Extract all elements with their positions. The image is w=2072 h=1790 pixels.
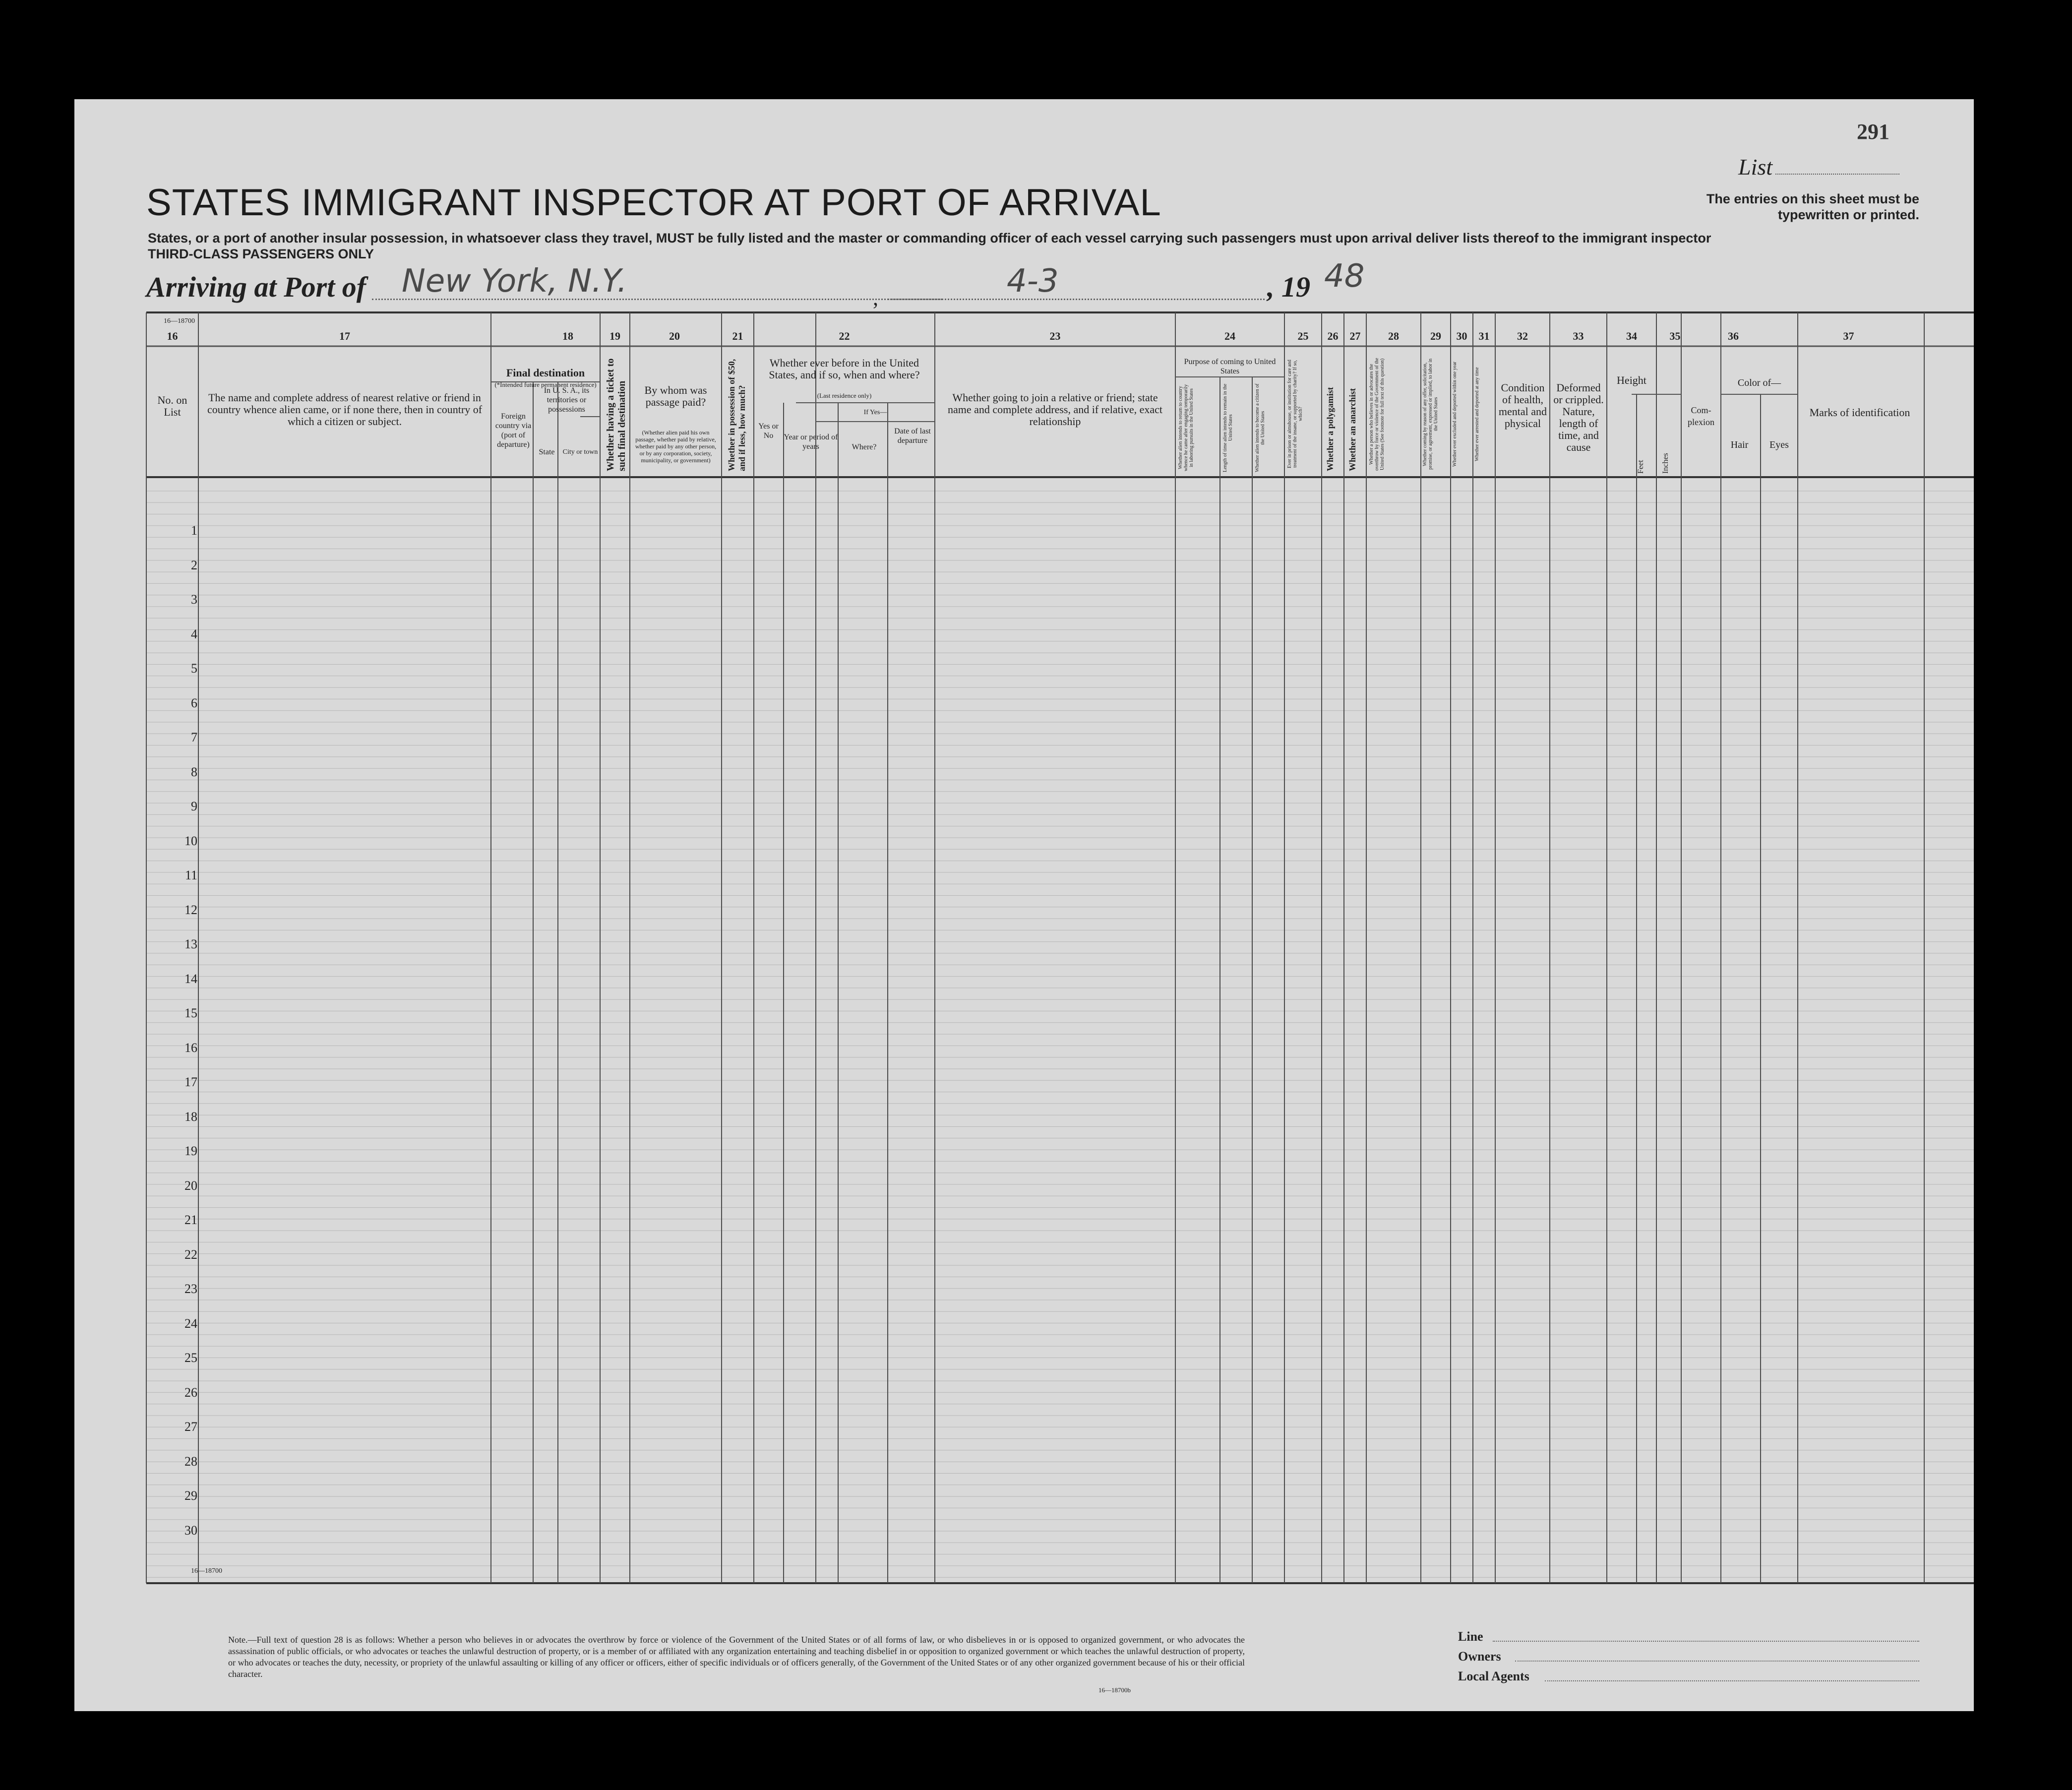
header-purpose-a: Whether alien intends to return to country whence he came after engaging temporarily in laboring pursuits in the United States	[1178, 384, 1194, 472]
header-polygamist: Whether a polygamist	[1325, 387, 1335, 471]
row-number: 4	[191, 626, 197, 641]
header-ever-before: Whether ever before in the United States, and if so, when and where?	[769, 357, 920, 381]
header-state: State	[539, 448, 555, 456]
entries-instruction: The entries on this sheet must be typewritten or printed.	[1706, 191, 1919, 222]
header-purpose-c: Whether alien intends to become a citizen of the United States	[1255, 383, 1266, 472]
row-number: 2	[191, 557, 197, 572]
header-anarchist: Whether an anarchist	[1347, 388, 1357, 471]
row-number: 25	[184, 1351, 197, 1365]
row-number: 21	[184, 1213, 197, 1227]
header-q29: Whether coming by reason of any offer, solicitation, promise, or agreement, expressed or implied, to labor in the United States	[1422, 358, 1439, 470]
form-code-bottom: 16—18700	[191, 1567, 222, 1575]
form-code-top: 16—18700	[164, 317, 195, 325]
row-number: 30	[184, 1523, 197, 1538]
header-passage-paid-note: (Whether alien paid his own passage, whether paid by relative, whether paid by any other person, or by any corporation, society, municipality, or government)	[635, 429, 717, 464]
col-27: 27	[1349, 330, 1361, 342]
footer-line-label: Line	[1458, 1629, 1483, 1644]
date-handwriting: 4-3	[1007, 263, 1059, 300]
page-number: 291	[1857, 120, 1889, 144]
header-no-on-list: No. on List	[157, 394, 187, 418]
row-number: 17	[184, 1075, 197, 1089]
row-number: 29	[184, 1488, 197, 1503]
col-32: 32	[1517, 330, 1528, 342]
col-22: 22	[839, 330, 850, 342]
row-number: 3	[191, 592, 197, 607]
header-where: Where?	[852, 443, 877, 451]
header-foreign-country: Foreign country via (port of departure)	[495, 412, 532, 449]
col-33: 33	[1573, 330, 1584, 342]
row-number: 15	[184, 1006, 197, 1020]
row-number: 10	[184, 833, 197, 848]
header-q30: Whether ever excluded and deported within one year	[1452, 362, 1458, 467]
header-last-residence: (Last residence only)	[817, 392, 872, 399]
col-18: 18	[562, 330, 573, 342]
row-number: 11	[184, 868, 197, 882]
header-height: Height	[1617, 374, 1646, 386]
header-marks: Marks of identification	[1809, 406, 1910, 419]
col-24: 24	[1224, 330, 1235, 342]
row-number: 27	[184, 1420, 197, 1434]
row-number: 8	[191, 764, 197, 779]
footnote-q28: Note.—Full text of question 28 is as follows: Whether a person who believes in or advocates the overthrow by force or violence of the Government of the United States or of all forms of law, or who disbelieves in or is opposed to organized government, or who advocates the assassination of public officials, or who advocates or teaches the unlawful destruction of property, or is a member of or affiliated with any organization entertaining and teaching disbelief in or opposition to organized government or which teaches the unlawful destruction of property, or who advocates or teaches the duty, necessity, or propriety of the unlawful assaulting or killing of any officer or officers, either of specific individuals or of officers generally, of the Government of the United States or of any other organized government because of his or their official character.	[228, 1635, 1245, 1679]
row-number: 1	[191, 523, 197, 538]
header-purpose-b: Length of time alien intends to remain in the United States	[1222, 383, 1233, 472]
arriving-label: Arriving at Port of	[146, 271, 366, 303]
col-26: 26	[1327, 330, 1339, 342]
header-hair: Hair	[1730, 439, 1749, 450]
col-23: 23	[1049, 330, 1061, 342]
header-feet: Feet	[1637, 460, 1645, 474]
year-handwriting: 48	[1324, 258, 1365, 295]
col-36: 36	[1728, 330, 1739, 342]
col-20: 20	[669, 330, 680, 342]
year-prefix: , 19	[1267, 271, 1310, 303]
col-21: 21	[732, 330, 743, 342]
header-relative-address: The name and complete address of nearest relative or friend in country whence alien came, or if none there, then in country of which a citizen or subject.	[207, 391, 483, 428]
header-joining-relative: Whether going to join a relative or friend; state name and complete address, and if relative, exact relationship	[947, 391, 1163, 428]
row-number: 12	[184, 902, 197, 917]
header-final-destination-note: (*Intended future permanent residence)	[494, 381, 597, 388]
row-number: 13	[184, 937, 197, 951]
row-number: 23	[184, 1282, 197, 1296]
header-if-yes: If Yes—	[863, 409, 887, 416]
header-date-last-departure: Date of last departure	[894, 427, 931, 445]
header-yes-or-no: Yes or No	[758, 422, 779, 440]
header-color-of: Color of—	[1737, 377, 1781, 388]
page-title: STATES IMMIGRANT INSPECTOR AT PORT OF ARRIVAL	[146, 182, 1161, 224]
note-code: 16—18700b	[1098, 1686, 1131, 1694]
header-possession-50: Whether in possession of $50, and if less, how much?	[727, 359, 747, 471]
header-q31: Whether ever arrested and deported at any time	[1474, 367, 1480, 461]
subtitle-line: States, or a port of another insular possession, in whatsoever class they travel, MUST be fully listed and the master or commanding officer of each vessel carrying such passengers must upon arrival deliver lists thereof to the immigrant inspector	[148, 231, 1711, 246]
row-number: 9	[191, 799, 197, 813]
header-inches: Inches	[1661, 453, 1670, 474]
header-q28: Whether a person who believes in or advocates the overthrow by force or violence of the Government of the United States (See footnote for full text of this question)	[1369, 358, 1385, 471]
footer-local-agents-label: Local Agents	[1458, 1669, 1529, 1683]
row-number: 5	[191, 661, 197, 676]
col-29: 29	[1430, 330, 1441, 342]
row-number: 16	[184, 1040, 197, 1055]
row-number: 20	[184, 1178, 197, 1193]
row-number: 7	[191, 730, 197, 744]
header-deformed: Deformed or crippled. Nature, length of time, and cause	[1553, 381, 1604, 453]
row-number: 24	[184, 1316, 197, 1331]
header-purpose: Purpose of coming to United States	[1184, 358, 1276, 375]
footer-owners-label: Owners	[1458, 1649, 1501, 1664]
subtitle-class: THIRD-CLASS PASSENGERS ONLY	[148, 247, 374, 261]
row-number: 18	[184, 1109, 197, 1124]
col-28: 28	[1388, 330, 1399, 342]
header-ticket: Whether having a ticket to such final destination	[605, 358, 627, 471]
header-complexion: Com- plexion	[1688, 405, 1714, 427]
footer-local-agents-field[interactable]	[1545, 1680, 1919, 1681]
comma-separator: ,	[873, 286, 878, 310]
row-number: 14	[184, 971, 197, 986]
col-30: 30	[1456, 330, 1467, 342]
header-in-usa: In U. S. A., its territories or possessions	[544, 386, 590, 414]
footer-owners-field[interactable]	[1515, 1661, 1919, 1662]
header-final-destination: Final destination	[506, 367, 585, 379]
row-number: 22	[184, 1247, 197, 1262]
header-year-period: Year or period of years	[784, 433, 838, 451]
header-condition: Condition of health, mental and physical	[1498, 381, 1547, 430]
col-37: 37	[1843, 330, 1854, 342]
header-passage-paid: By whom was passage paid?	[644, 384, 707, 408]
col-35: 35	[1669, 330, 1681, 342]
header-eyes: Eyes	[1769, 439, 1789, 450]
col-31: 31	[1478, 330, 1490, 342]
port-handwriting: New York, N.Y.	[402, 263, 627, 300]
manifest-sheet	[74, 99, 1974, 1711]
col-25: 25	[1297, 330, 1309, 342]
header-prison: Ever in prison or almshouse, or institution for care and treatment of the insane, or supported by charity? If so, which?	[1287, 360, 1303, 469]
col-34: 34	[1626, 330, 1637, 342]
header-city: City or town	[562, 448, 598, 456]
row-number: 6	[191, 695, 197, 710]
footer-line-field[interactable]	[1493, 1641, 1919, 1642]
row-number: 28	[184, 1454, 197, 1469]
row-number: 19	[184, 1144, 197, 1158]
col-17: 17	[339, 330, 350, 342]
col-16: 16	[167, 330, 178, 342]
row-number: 26	[184, 1385, 197, 1400]
col-19: 19	[609, 330, 620, 342]
list-label: List	[1738, 154, 1773, 180]
